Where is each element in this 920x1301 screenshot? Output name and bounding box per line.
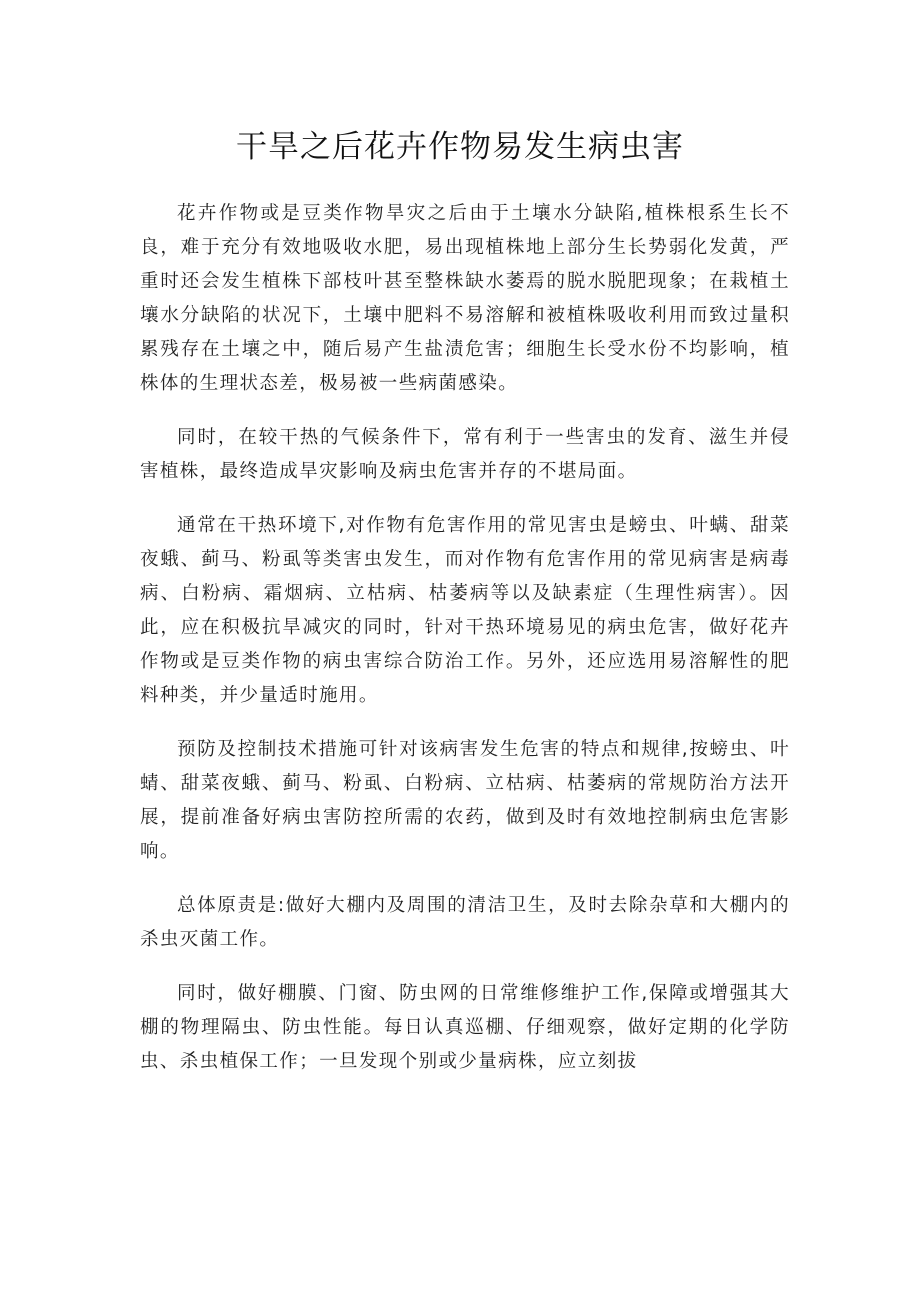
paragraph-pest-climate: 同时，在较干热的气候条件下，常有利于一些害虫的发育、滋生并侵害植株，最终造成旱灾影响及病虫危害并存的不堪局面。	[140, 427, 790, 482]
paragraph-common-pests: 通常在干热环境下,对作物有危害作用的常见害虫是螃虫、叶螨、甜菜夜蛾、蓟马、粉虱等类害虫发生，而对作物有危害作用的常见病害是病毒病、白粉病、霜烟病、立枯病、枯萎病等以及缺素症（生理性病害）。因此，应在积极抗旱减灾的同时，针对干热环境易见的病虫危害，做好花卉作物或是豆类作物的病虫害综合防治工作。另外，还应选用易溶解性的肥料种类，并少量适时施用。	[140, 515, 790, 706]
document-body	[140, 197, 790, 1099]
paragraph-control-measures: 预防及控制技术措施可针对该病害发生危害的特点和规律,按螃虫、叶蜻、甜菜夜蛾、蓟马、粉虱、白粉病、立枯病、枯萎病的常规防治方法开展，提前准备好病虫害防控所需的农药，做到及时有效地控制病虫危害影响。	[140, 739, 790, 862]
paragraph-general-principle: 总体原责是:做好大棚内及周围的清洁卫生，及时去除杂草和大棚内的杀虫灭菌工作。	[140, 895, 790, 950]
document-title: 干旱之后花卉作物易发生病虫害	[236, 129, 684, 165]
paragraph-drought-effects: 花卉作物或是豆类作物旱灾之后由于土壤水分缺陷,植株根系生长不良，难于充分有效地吸收水肥，易出现植株地上部分生长势弱化发黄，严重时还会发生植株下部枝叶甚至整株缺水萎焉的脱水脱肥现象；在栽植土壤水分缺陷的状况下，土壤中肥料不易溶解和被植株吸收利用而致过量积累残存在土壤之中，随后易产生盐渍危害；细胞生长受水份不均影响，植株体的生理状态差，极易被一些病菌感染。	[140, 203, 790, 394]
paragraph-greenhouse-maintenance: 同时，做好棚膜、门窗、防虫网的日常维修维护工作,保障或增强其大棚的物理隔虫、防虫性能。每日认真巡棚、仔细观察，做好定期的化学防虫、杀虫植保工作；一旦发现个别或少量病株，应立刻拔	[140, 983, 790, 1072]
